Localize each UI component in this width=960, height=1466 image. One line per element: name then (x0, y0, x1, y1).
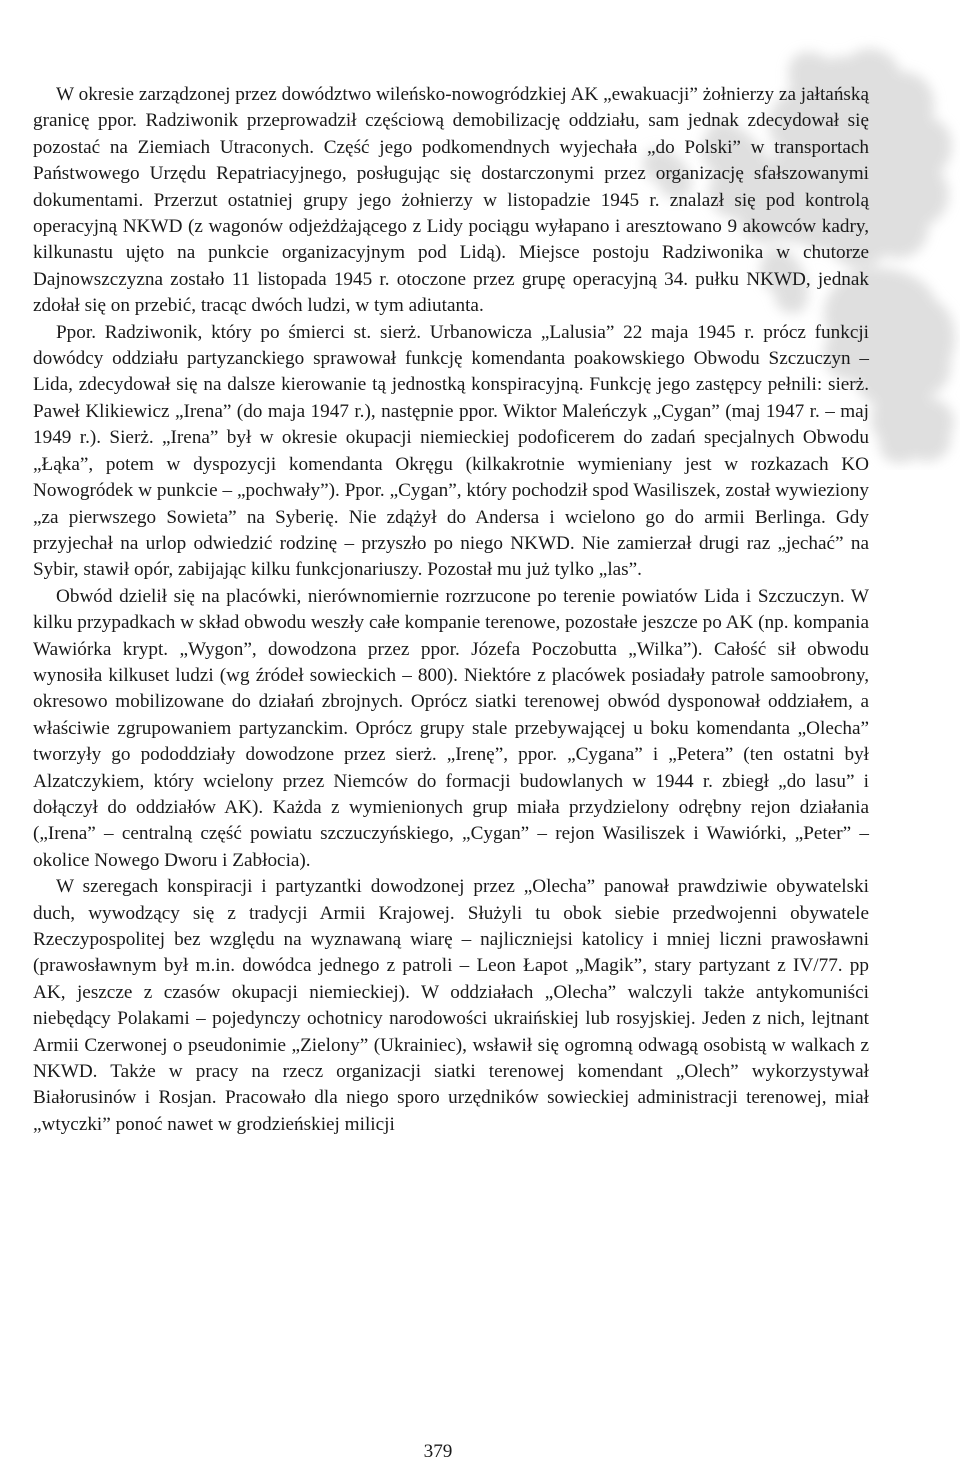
paragraph-2: Ppor. Radziwonik, który po śmierci st. sierż. Urbanowicza „Lalusia” 22 maja 1945 r. prócz funkcji dowódcy oddziału partyzanckiego sprawował funkcję komendanta poakowskiego Obwodu Szczuczyn – Lida, zdecydował się na dalsze kierowanie tą jednostką konspiracyjną. Funkcję jego zastępcy pełnili: sierż. Paweł Klikiewicz „Irena” (do maja 1947 r.), następnie ppor. Wiktor Maleńczyk „Cygan” (maj 1947 r. – maj 1949 r.). Sierż. „Irena” był w okresie okupacji niemieckiej podoficerem do zadań specjalnych Obwodu „Łąka”, potem w dyspozycji komendanta Okręgu (kilkakrotnie wymieniany jest w rozkazach KO Nowogródek w punkcie – „pochwały”). Ppor. „Cygan”, który pochodził spod Wasiliszek, został wywieziony „za pierwszego Sowieta” na Syberię. Nie zdążył do Andersa i wcielono go do armii Berlinga. Gdy przyjechał na urlop odwiedzić rodzinę – przyszło po niego NKWD. Nie zamierzał drugi raz „jechać” na Sybir, stawił opór, zabijając kilku funkcjonariuszy. Pozostał mu już tylko „las”. (33, 321, 869, 581)
page-number: 379 (423, 1441, 453, 1462)
paragraph-3: Obwód dzielił się na placówki, nierównomiernie rozrzucone po terenie powiatów Lida i Szczuczyn. W kilku przypadkach w skład obwodu weszły całe kompanie terenowe, pozostałe jeszcze po AK (np. kompania Wawiórka krypt. „Wygon”, dowodzona przez ppor. Józefa Poczobutta „Wilka”). Całość sił obwodu wynosiła kilkuset ludzi (wg źródeł sowieckich – 800). Niektóre z placówek posiadały patrole samoobrony, okresowo mobilizowane do działań zbrojnych. Oprócz siatki terenowej obwód dysponował oddziałem, a właściwie zgrupowaniem partyzanckim. Oprócz grupy stale przebywającej u boku komendanta „Olecha” tworzyły go pododdziały dowodzone przez sierż. „Irenę”, ppor. „Cygana” i „Petera” (ten ostatni był Alzatczykiem, który wcielony przez Niemców do formacji budowlanych w 1944 r. zbiegł „do lasu” i dołączył do oddziałów AK). Każda z wymienionych grup miała przydzielony odrębny rejon działania („Irena” – centralną część powiatu szczuczyńskiego, „Cygan” – rejon Wasiliszek i Wawiórki, „Peter” – okolice Nowego Dworu i Zabłocia). (33, 585, 869, 871)
body-text (33, 82, 869, 1138)
paragraph-1: W okresie zarządzonej przez dowództwo wileńsko-nowogródzkiej AK „ewakuacji” żołnierzy za jałtańską granicę ppor. Radziwonik przeprowadził częściową demobilizację oddziału, sam jednak zdecydował się pozostać na Ziemiach Utraconych. Część jego podkomendnych wyjechała „do Polski” w transportach Państwowego Urzędu Repatriacyjnego, posługując się dostarczonymi przez organizację sfałszowanymi dokumentami. Przerzut ostatniej grupy jego żołnierzy w listopadzie 1945 r. znalazł się pod kontrolą operacyjną NKWD (z wagonów odjeżdżającego z Lidy pociągu wyłapano i aresztowano 9 akowców kadry, kilkunastu ujęto na punkcie organizacyjnym pod Lidą). Miejsce postoju Radziwonika w chutorze Dajnowszczyzna zostało 11 listopada 1945 r. otoczone przez grupę operacyjną 34. pułku NKWD, jednak zdołał się on przebić, tracąc dwóch ludzi, w tym adiutanta. (33, 84, 869, 317)
paragraph-4: W szeregach konspiracji i partyzantki dowodzonej przez „Olecha” panował prawdziwie obywatelski duch, wywodzący się z tradycji Armii Krajowej. Służyli tu obok siebie przedwojenni obywatele Rzeczypospolitej bez względu na wyznawaną wiarę – najliczniejsi katolicy i mniej liczni prawosławni (prawosławnym był m.in. dowódca jednego z patroli – Leon Łapot „Magik”, stary partyzant z IV/77. pp AK, jeszcze z czasów okupacji niemieckiej). W oddziałach „Olecha” walczyli także antykomuniści niebędący Polakami – pojedynczy ochotnicy narodowości ukraińskiej lub rosyjskiej. Jeden z nich, lejtnant Armii Czerwonej o pseudonimie „Zielony” (Ukrainiec), wsławił się ogromną odwagą osobistą w walkach z NKWD. Także w pracy na rzecz organizacji siatki terenowej komendant „Olech” wykorzystywał Białorusinów i Rosjan. Pracowało dla niego sporo urzędników sowieckiej administracji terenowej, miał „wtyczki” ponoć nawet w grodzieńskiej milicji (33, 876, 869, 1135)
